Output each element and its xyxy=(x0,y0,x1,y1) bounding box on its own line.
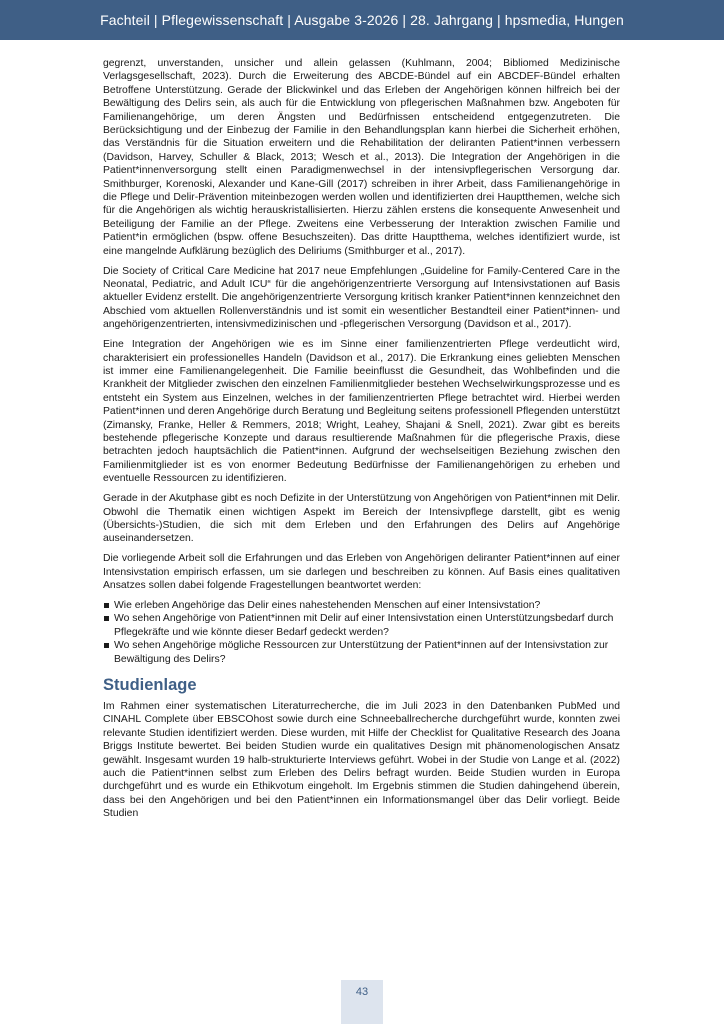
body-paragraph: Gerade in der Akutphase gibt es noch Defizite in der Unterstützung von Angehörigen von Patient*innen mit Delir. Obwohl die Thematik einen wichtigen Aspekt im Bereich der Intensivpflege darstellt, gibt es wenig (Übersichts-)Studien, die sich mit dem Erleben und den Erfahrungen des Delirs auf Angehörige auseinandersetzen. xyxy=(103,493,620,545)
section-heading: Studienlage xyxy=(103,675,197,694)
page-number-text: 43 xyxy=(355,986,369,998)
page-number xyxy=(341,980,383,1024)
body-paragraph: gegrenzt, unverstanden, unsicher und allein gelassen (Kuhlmann, 2004; Bibliomed Medizinische Verlagsgesellschaft, 2023). Durch die Erweiterung des ABCDE-Bündel auf ein ABCDEF-Bündel erhalten Betroffene Unterstützung. Gerade der Blickwinkel und das Erleben der Angehörigen können hilfreich bei der Bewältigung des Delirs sein, als auch für die Entwicklung von pflegerischen Maßnahmen bzw. Angeboten für Familienangehörige, um deren Ängsten und Bedürfnissen entscheidend entgegenzutreten. Die Berücksichtigung und der Einbezug der Familie in den Behandlungsplan kann hierbei die Sicherheit erhöhen, das Verständnis für die Situation erweitern und die Rehabilitation der deliranten Patient*innen verbessern (Davidson, Harvey, Schuller & Black, 2013; Wesch et al., 2013). Die Integration der Angehörigen in die Patient*innenversorgung stellt einen Paradigmenwechsel in der intensivpflegerischen Versorgung dar. Smithburger, Korenoski, Alexander und Kane-Gill (2017) schreiben in ihrer Arbeit, dass Familienangehörige in die Pflege und Delir-Prävention miteinbezogen werden wollen und identifizierten drei Hauptthemen, welche sich für die Angehörigen als wichtig herauskristallisierten. Hierzu zählen erstens die konsequente Anwesenheit und Beteiligung der Familie an der Pflege. Zweitens eine Verbesserung der Interaktion zwischen Familie und Patient*in ermöglichen (bspw. offene Besuchszeiten). Das dritte Hauptthema, welches identifiziert wurde, ist eine mangelnde Aufklärung bezüglich des Deliriums (Smithburger et al., 2017). xyxy=(103,58,620,257)
article-body xyxy=(103,57,620,827)
body-paragraph: Die vorliegende Arbeit soll die Erfahrungen und das Erleben von Angehörigen deliranter Patient*innen auf einer Intensivstation empirisch erfassen, um sie darlegen und beschreiben zu können. Auf Basis eines qualitativen Ansatzes sollen dabei folgende Fragestellungen beantwortet werden: xyxy=(103,553,620,592)
research-question-item: Wo sehen Angehörige mögliche Ressourcen zur Unterstützung der Patient*innen auf der Intensivstation zur Bewältigung des Delirs? xyxy=(103,639,620,666)
body-paragraph: Im Rahmen einer systematischen Literaturrecherche, die im Juli 2023 in den Datenbanken PubMed und CINAHL Complete über EBSCOhost sowie durch eine Schneeballrecherche durchgeführt wurde, konnten zwei relevante Studien identifiziert werden. Diese wurden, mit Hilfe der Checklist for Qualitative Research des Joana Briggs Institute bewertet. Bei beiden Studien wurde ein qualitatives Design mit phänomenologischen Ansatz gewählt. Insgesamt wurden 19 halb-strukturierte Interviews geführt. Wobei in der Studie von Lange et al. (2022) auch die Patient*innen selbst zum Erleben des Delirs befragt wurden. Beide Studien wurden in Europa durchgeführt und es wurde ein Ethikvotum eingeholt. Im Ergebnis stimmen die Studien dahingehend überein, dass bei den Angehörigen und bei den Patient*innen ein Informationsmangel über das Delir vorliegt. Beide Studien xyxy=(103,700,620,820)
running-header xyxy=(0,0,724,40)
body-paragraph: Die Society of Critical Care Medicine hat 2017 neue Empfehlungen „Guideline for Family-Centered Care in the Neonatal, Pediatric, and Adult ICU“ für die angehörigenzentrierte Versorgung auf Intensivstationen auf Basis aktueller Evidenz erstellt. Die angehörigenzentrierte Versorgung kritisch kranker Patient*innen kennzeichnet den Abschied vom aktuellen Rollenverständnis und ist somit ein wesentlicher Bestandteil einer Patient*innen- und angehörigenzentrierten, intensivmedizinischen und -pflegerischen Versorgung (Davidson et al., 2017). xyxy=(103,265,620,331)
research-questions-list xyxy=(103,599,620,666)
research-question-item: Wie erleben Angehörige das Delir eines nahestehenden Menschen auf einer Intensivstation? xyxy=(103,599,620,612)
running-header-text: Fachteil | Pflegewissenschaft | Ausgabe 3-2026 | 28. Jahrgang | hpsmedia, Hungen xyxy=(100,12,624,28)
research-question-item: Wo sehen Angehörige von Patient*innen mit Delir auf einer Intensivstation einen Unterstützungsbedarf durch Pflegekräfte und wie könnte dieser Bedarf gedeckt werden? xyxy=(103,612,620,639)
body-paragraph: Eine Integration der Angehörigen wie es im Sinne einer familienzentrierten Pflege verdeutlicht wird, charakterisiert ein professionelles Handeln (Davidson et al., 2017). Die Erkrankung eines geliebten Menschen ist immer eine Familienangelegenheit. Die Familie beeinflusst die Gesundheit, das Wohlbefinden und die Krankheit der Mitglieder zwischen den einzelnen Familienmitglieder bestehen Wechselwirkungsprozesse und es entsteht ein System aus Einzelnen, welches in der familienzentrierten Pflege betrachtet wird. Hierbei werden Patient*innen und deren Angehörige durch Beratung und Begleitung seitens professionell Pflegenden unterstützt (Zimansky, Franke, Heller & Remmers, 2018; Wright, Leahey, Shajani & Snell, 2021). Zwar gibt es bereits bestehende pflegerische Konzepte und daraus resultierende Maßnahmen für die pflegerische Praxis, diese betrachten jedoch hauptsächlich die Patient*innen. Aufgrund der wechselseitigen Beziehung zwischen den Familienmitglieder ist es von enormer Bedeutung Bedürfnisse der Familienangehörigen zu erheben und eventuelle Ressourcen zu identifizieren. xyxy=(103,339,621,485)
